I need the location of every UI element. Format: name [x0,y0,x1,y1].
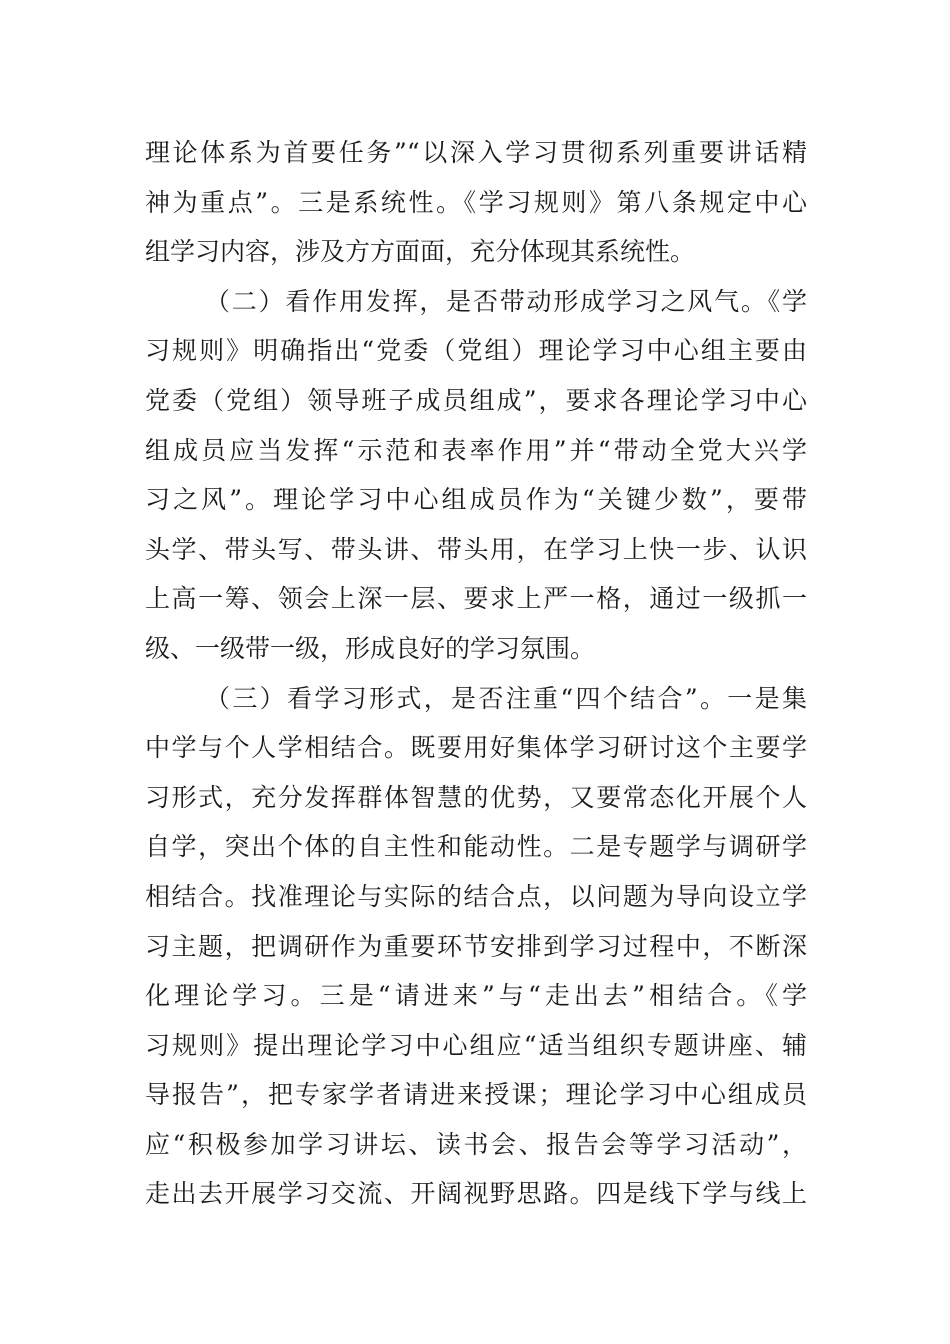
text-line: 党委（党组）领导班子成员组成”，要求各理论学习中心 [145,385,807,415]
text-line: （二）看作用发挥，是否带动形成学习之风气。《学 [205,286,807,316]
text-line: 应“积极参加学习讲坛、读书会、报告会等学习活动”， [145,1129,807,1159]
text-line: 习规则》明确指出“党委（党组）理论学习中心组主要由 [145,336,807,366]
text-line: 自学，突出个体的自主性和能动性。二是专题学与调研学 [145,832,807,862]
text-line: （三）看学习形式，是否注重“四个结合”。一是集 [205,683,807,713]
text-line: 级、一级带一级，形成良好的学习氛围。 [145,633,596,663]
text-line: 走出去开展学习交流、开阔视野思路。四是线下学与线上 [145,1179,807,1209]
text-line: 化理论学习。三是“请进来”与“走出去”相结合。《学 [145,981,807,1011]
text-line: 组学习内容，涉及方方面面，充分体现其系统性。 [145,237,696,267]
text-line: 习规则》提出理论学习中心组应“适当组织专题讲座、辅 [145,1030,807,1060]
text-line: 神为重点”。三是系统性。《学习规则》第八条规定中心 [145,187,807,217]
text-line: 习形式，充分发挥群体智慧的优势，又要常态化开展个人 [145,782,807,812]
document-body [145,128,807,1219]
text-line: 习之风”。理论学习中心组成员作为“关键少数”，要带 [145,485,807,515]
text-line: 中学与个人学相结合。既要用好集体学习研讨这个主要学 [145,733,807,763]
text-line: 理论体系为首要任务”“以深入学习贯彻系列重要讲话精 [145,138,807,167]
text-line: 上高一筹、领会上深一层、要求上严一格，通过一级抓一 [145,584,807,614]
text-line: 导报告”，把专家学者请进来授课；理论学习中心组成员 [145,1080,807,1110]
text-line: 头学、带头写、带头讲、带头用，在学习上快一步、认识 [145,534,807,564]
text-line: 相结合。找准理论与实际的结合点，以问题为导向设立学 [145,881,807,911]
text-line: 组成员应当发挥“示范和表率作用”并“带动全党大兴学 [145,435,807,465]
text-line: 习主题，把调研作为重要环节安排到学习过程中，不断深 [145,931,807,961]
